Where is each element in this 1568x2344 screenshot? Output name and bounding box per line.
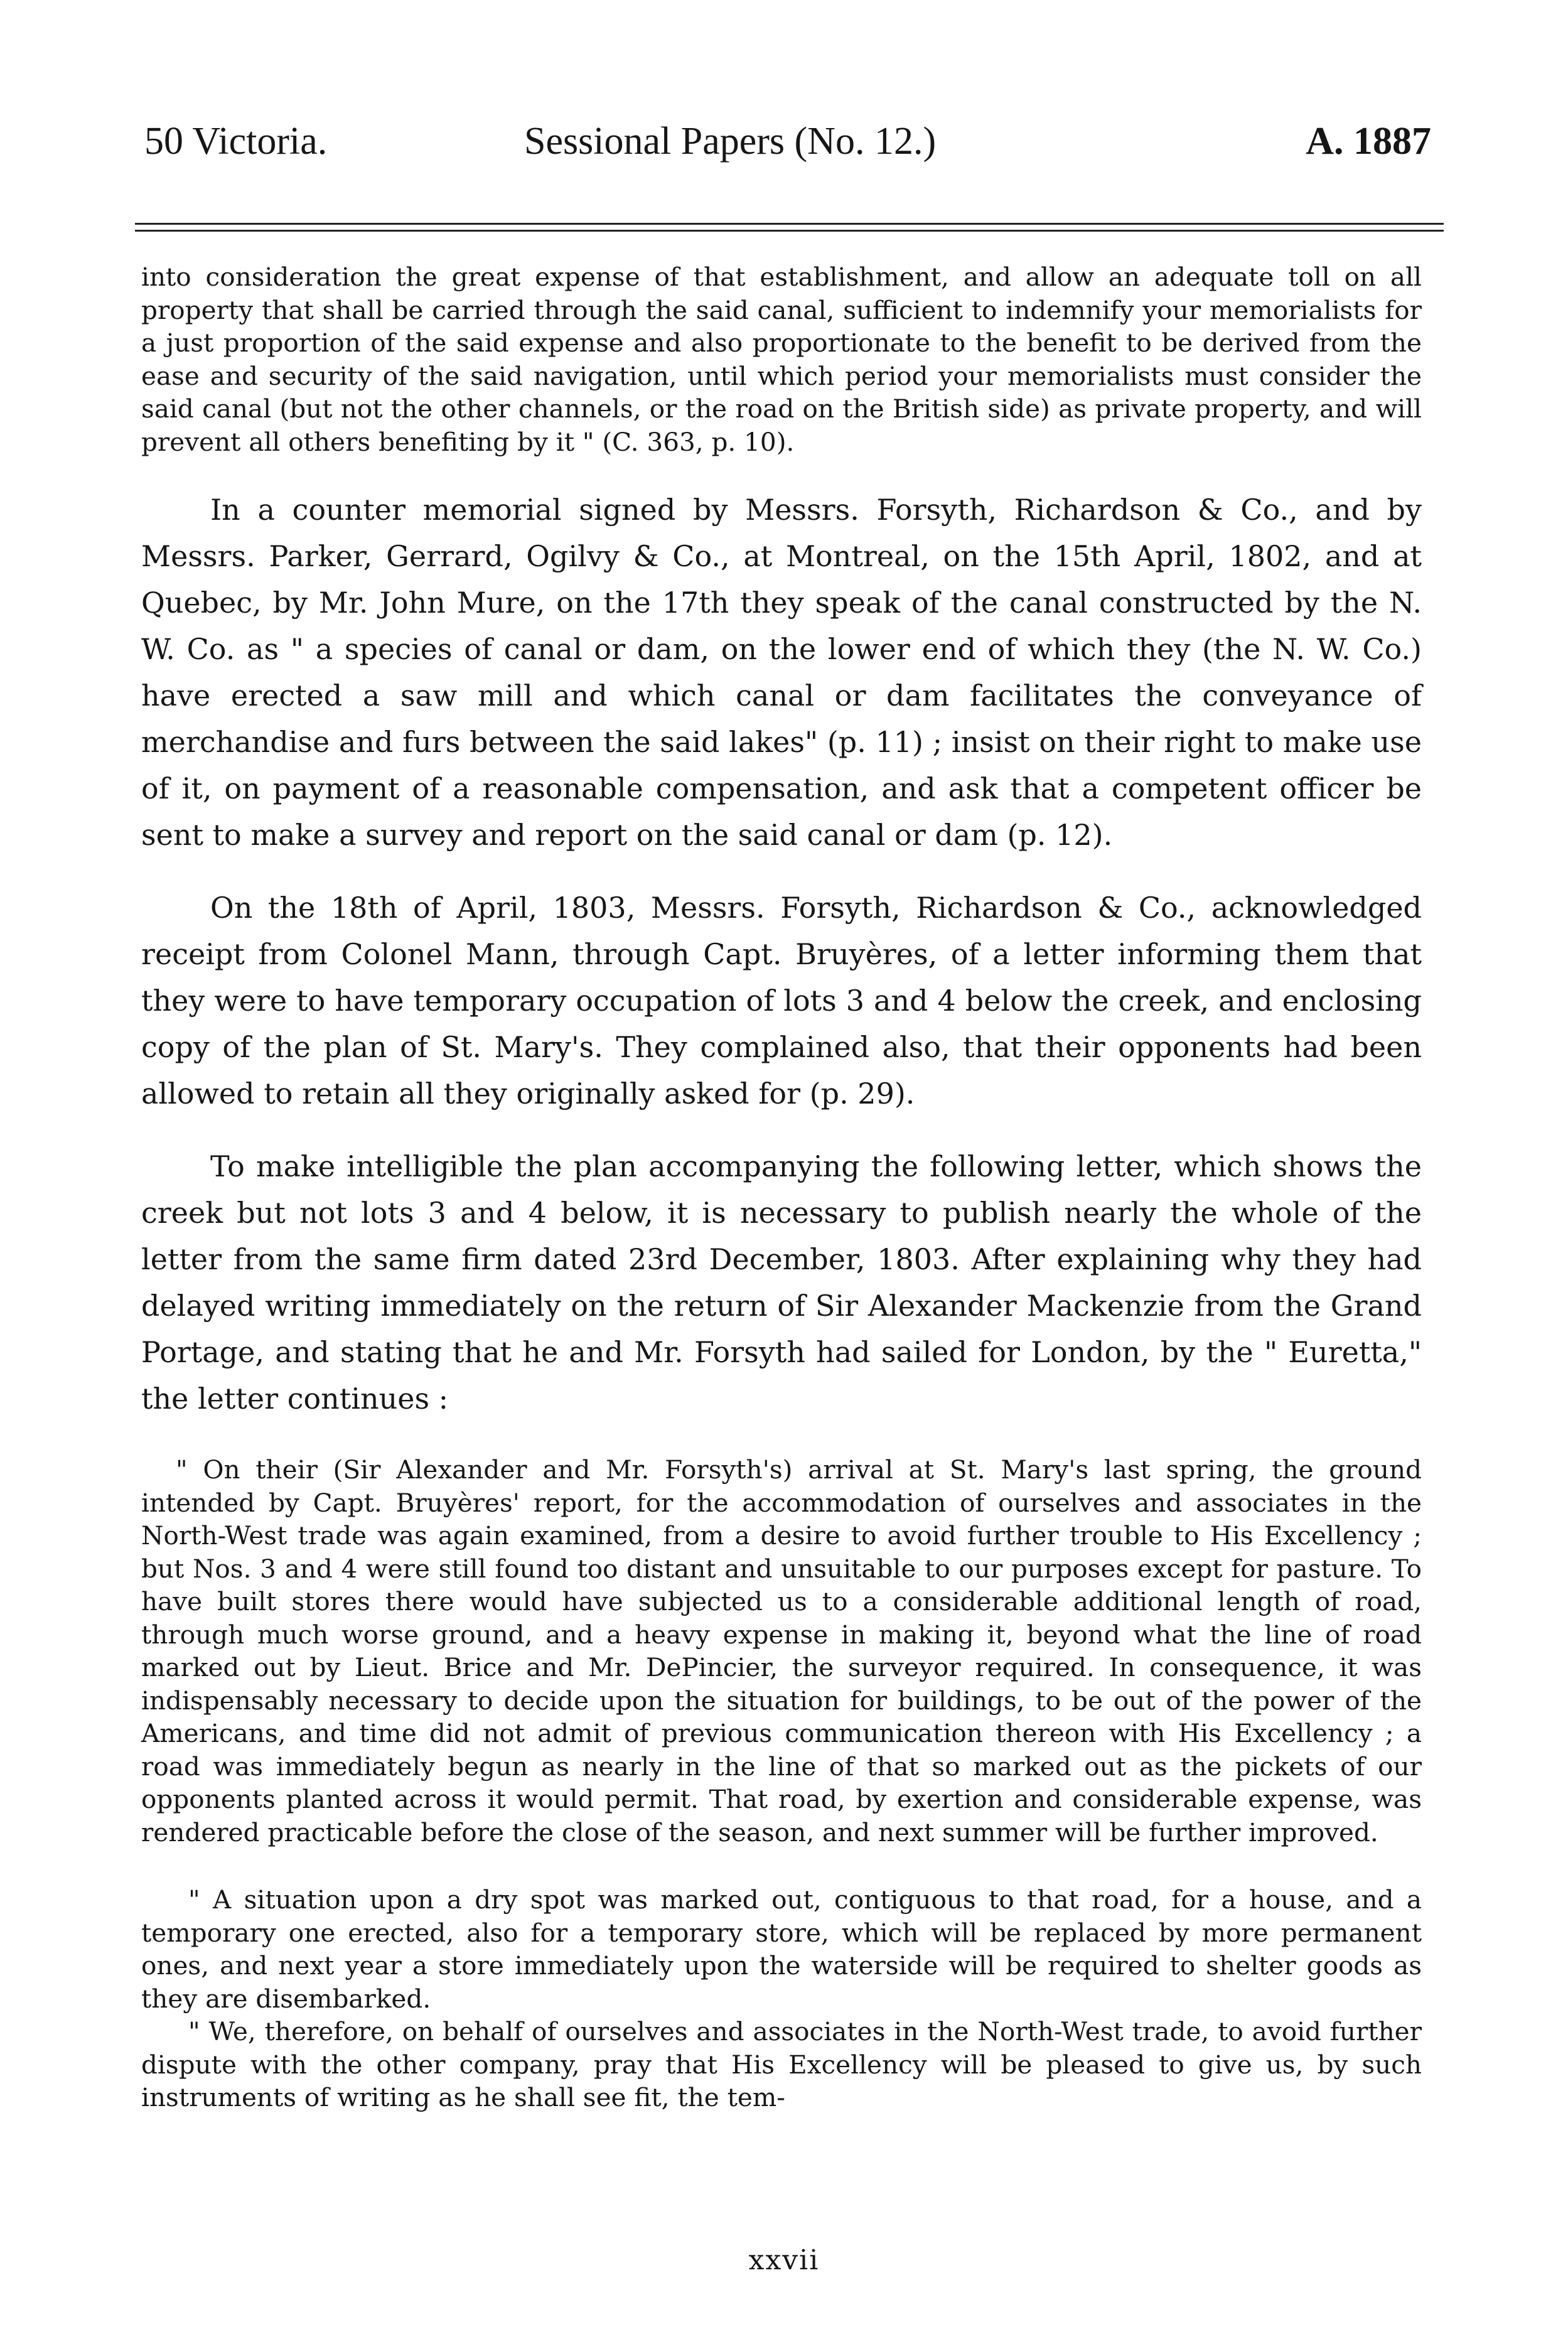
page-number: xxvii	[748, 2244, 820, 2276]
header-rule-top	[135, 223, 1444, 225]
letter-quote-paragraph-2: " A situation upon a dry spot was marked out, contiguous to that road, for a house, and a temporary one erected, also for a temporary store, which will be replaced by more permanent ones, and next year a store immediately upon the waterside will be required to shelter goods as they are disembarked.	[141, 1884, 1422, 2014]
running-header	[144, 119, 1431, 188]
memorial-quote-paragraph: into consideration the great expense of that establishment, and allow an adequate toll on all property that shall be carried through the said canal, sufficient to indemnify your memorialists for a just proportion of the said expense and also proportionate to the benefit to be derived from the ease and security of the said navigation, until which period your memorialists must consider the said canal (but not the other channels, or the road on the British side) as private property, and will prevent all others benefiting by it " (C. 363, p. 10).	[141, 262, 1422, 457]
header-rule-bottom	[135, 230, 1444, 232]
counter-memorial-paragraph: In a counter memorial signed by Messrs. Forsyth, Richardson & Co., and by Messrs. Parker, Gerrard, Ogilvy & Co., at Montreal, on the 15th April, 1802, and at Quebec, by Mr. John Mure, on the 17th they speak of the canal constructed by the N. W. Co. as " a species of canal or dam, on the lower end of which they (the N. W. Co.) have erected a saw mill and which canal or dam facilitates the conveyance of merchandise and furs between the said lakes" (p. 11) ; insist on their right to make use of it, on payment of a reasonable compensation, and ask that a competent officer be sent to make a survey and report on the said canal or dam (p. 12).	[141, 493, 1422, 852]
letter-intro-paragraph: To make intelligible the plan accompanying the following letter, which shows the creek but not lots 3 and 4 below, it is necessary to publish nearly the whole of the letter from the same firm dated 23rd December, 1803. After explaining why they had delayed writing immediately on the return of Sir Alexander Mackenzie from the Grand Portage, and stating that he and Mr. Forsyth had sailed for London, by the " Euretta," the letter continues :	[141, 1149, 1422, 1416]
header-title: Sessional Papers (No. 12.)	[524, 120, 937, 163]
acknowledgement-paragraph: On the 18th of April, 1803, Messrs. Forsyth, Richardson & Co., acknowledged receipt from Colonel Mann, through Capt. Bruyères, of a letter informing them that they were to have temporary occupation of lots 3 and 4 below the creek, and enclosing copy of the plan of St. Mary's. They complained also, that their opponents had been allowed to retain all they originally asked for (p. 29).	[141, 891, 1422, 1110]
header-year: A. 1887	[1306, 120, 1431, 163]
letter-quote-paragraph-1: " On their (Sir Alexander and Mr. Forsyth's) arrival at St. Mary's last spring, the ground intended by Capt. Bruyères' report, for the accommodation of ourselves and associates in the North-West trade was again examined, from a desire to avoid further trouble to His Excellency ; but Nos. 3 and 4 were still found too distant and unsuitable to our purposes except for pasture. To have built stores there would have subjected us to a considerable additional length of road, through much worse ground, and a heavy expense in making it, beyond what the line of road marked out by Lieut. Brice and Mr. DePincier, the surveyor required. In consequence, it was indispensably necessary to decide upon the situation for buildings, to be out of the power of the Americans, and time did not admit of previous communication thereon with His Excellency ; a road was immediately begun as nearly in the line of that so marked out as the pickets of our opponents planted across it would permit. That road, by exertion and considerable expense, was rendered practicable before the close of the season, and next summer will be further improved.	[141, 1454, 1422, 1847]
letter-quote-paragraph-3: " We, therefore, on behalf of ourselves and associates in the North-West trade, to avoid further dispute with the other company, pray that His Excellency will be pleased to give us, by such instruments of writing as he shall see fit, the tem-	[141, 2016, 1422, 2112]
page-body	[141, 261, 1422, 2114]
header-session: 50 Victoria.	[144, 120, 328, 163]
